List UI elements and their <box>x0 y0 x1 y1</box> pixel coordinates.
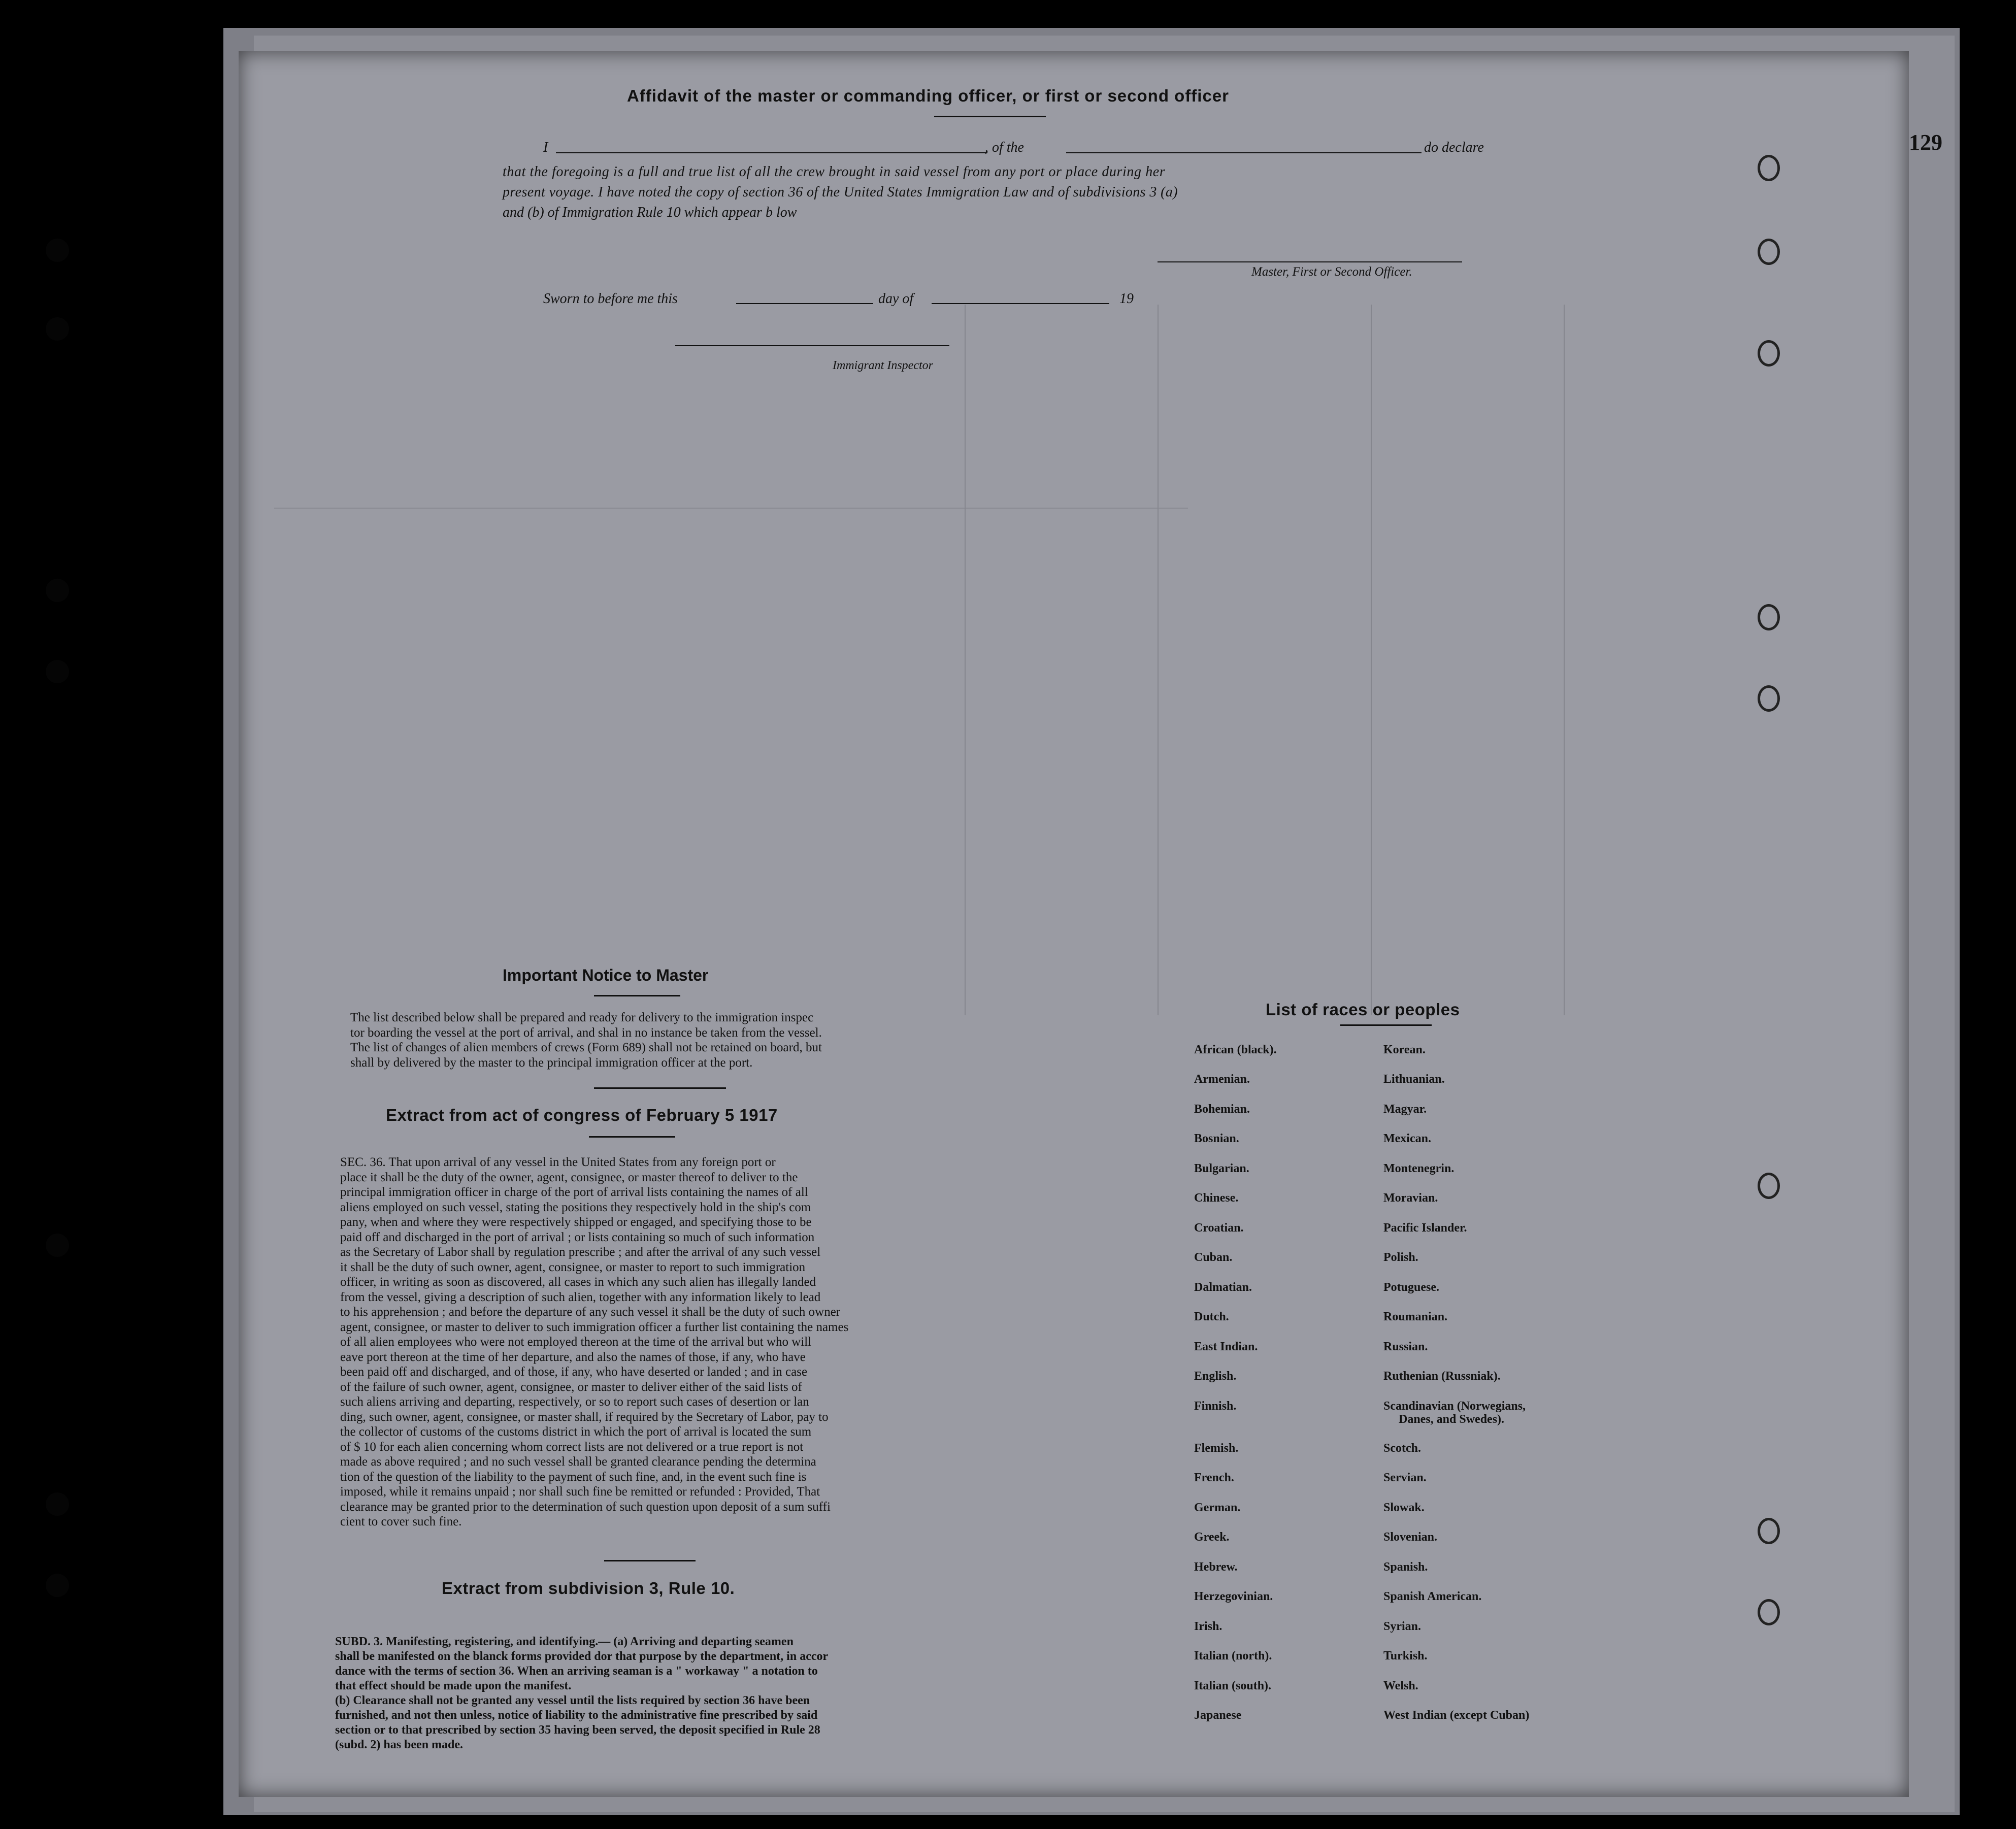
race-item: Mexican. <box>1383 1132 1431 1145</box>
act-line: the collector of customs of the customs district in which the port of arrival is located the sum <box>340 1425 812 1439</box>
divider <box>934 116 1046 117</box>
act-line: of all alien employees who were not employed thereon at the time of the arrival but who will <box>340 1335 812 1349</box>
act-line: officer, in writing as soon as discovered, all cases in which any such alien has illegally landed <box>340 1275 816 1289</box>
notice-line: The list of changes of alien members of crews (Form 689) shall not be retained on board, but <box>350 1041 822 1054</box>
race-item: Cuban. <box>1194 1251 1233 1264</box>
race-item: Polish. <box>1383 1251 1418 1264</box>
race-item: Pacific Islander. <box>1383 1221 1467 1235</box>
act-line: made as above required ; and no such vessel shall be granted clearance pending the determina <box>340 1455 816 1469</box>
act-line: aliens employed on such vessel, stating the positions they respectively hold in the ship's com <box>340 1200 811 1214</box>
race-item: Potuguese. <box>1383 1281 1439 1294</box>
act-line: eave port thereon at the time of her departure, and also the names of those, if any, who have <box>340 1350 806 1364</box>
affidavit-line3: present voyage. I have noted the copy of section 36 of the United States Immigration Law and of subdivisions 3 (a) <box>503 184 1178 200</box>
rule-line: that effect should be made upon the manifest. <box>335 1679 572 1692</box>
race-item: Croatian. <box>1194 1221 1244 1235</box>
affidavit-line4: and (b) of Immigration Rule 10 which appear b low <box>503 205 797 220</box>
notice-heading: Important Notice to Master <box>503 966 709 984</box>
race-item: Moravian. <box>1383 1191 1438 1205</box>
divider <box>604 1560 696 1561</box>
act-line: place it shall be the duty of the owner, agent, consignee, or master thereof to deliver to the <box>340 1170 798 1184</box>
race-item: Welsh. <box>1383 1679 1418 1692</box>
act-line: from the vessel, giving a description of such alien, together with any information likely to lead <box>340 1290 821 1304</box>
act-line: tion of the question of the liability to the payment of such fine, and, in the event such fine is <box>340 1470 807 1484</box>
notice-line: tor boarding the vessel at the port of arrival, and shal in no instance be taken from the vessel. <box>350 1025 822 1040</box>
race-item: Irish. <box>1194 1620 1222 1633</box>
race-item: Ruthenian (Russniak). <box>1383 1370 1501 1383</box>
signature-line <box>1158 261 1462 262</box>
race-item: Lithuanian. <box>1383 1073 1445 1086</box>
race-item: Finnish. <box>1194 1400 1237 1413</box>
blank-line <box>932 303 1109 304</box>
race-item: Dutch. <box>1194 1310 1229 1323</box>
act-line: pany, when and where they were respectively shipped or engaged, and specifying those to be <box>340 1215 812 1229</box>
race-item: Russian. <box>1383 1340 1428 1353</box>
rule-line: dance with the terms of section 36. When an arriving seaman is a " workaway " a notation to <box>335 1665 818 1678</box>
act-line: paid off and discharged in the port of arrival ; or lists containing so much of such information <box>340 1230 815 1244</box>
race-item: Japanese <box>1194 1709 1242 1722</box>
race-item: Roumanian. <box>1383 1310 1448 1323</box>
rule-line: SUBD. 3. Manifesting, registering, and identifying.— (a) Arriving and departing seamen <box>335 1635 794 1648</box>
race-item: French. <box>1194 1471 1234 1484</box>
rule-line: section or to that prescribed by section 35 having been served, the deposit specified in Rule 28 <box>335 1723 820 1737</box>
signature-caption: Master, First or Second Officer. <box>1251 265 1412 279</box>
sworn-text: Sworn to before me this <box>543 291 678 307</box>
divider <box>1340 1024 1432 1026</box>
affidavit-line1-i: I <box>543 140 548 155</box>
rule-line: furnished, and not then unless, notice of liability to the administrative fine prescribed by said <box>335 1709 818 1722</box>
notice-line: shall by delivered by the master to the principal immigration officer at the port. <box>350 1055 753 1070</box>
race-item: Scandinavian (Norwegians, <box>1383 1400 1526 1413</box>
affidavit-line1-of: , of the <box>985 140 1024 155</box>
blank-line <box>1066 152 1422 153</box>
blank-line <box>556 152 987 153</box>
rule-line: (subd. 2) has been made. <box>335 1738 464 1751</box>
race-item: Italian (north). <box>1194 1649 1272 1662</box>
act-line: ding, such owner, agent, consignee, or master shall, if required by the Secretary of Labor, pay to <box>340 1410 829 1424</box>
race-item: Hebrew. <box>1194 1560 1238 1574</box>
affidavit-heading: Affidavit of the master or commanding officer, or first or second officer <box>627 86 1230 105</box>
race-item: Bohemian. <box>1194 1103 1250 1116</box>
inspector-line <box>675 345 949 346</box>
race-item: Danes, and Swedes). <box>1399 1413 1505 1426</box>
blank-line <box>736 303 873 304</box>
race-item: Dalmatian. <box>1194 1281 1252 1294</box>
race-item: Magyar. <box>1383 1103 1427 1116</box>
act-line: such aliens arriving and departing, respectively, or so to report such cases of desertion or lan <box>340 1395 809 1409</box>
race-item: Spanish American. <box>1383 1590 1482 1603</box>
races-heading: List of races or peoples <box>1266 1000 1460 1019</box>
act-line: it shall be the duty of such owner, agent, consignee, or master to report to such immigration <box>340 1260 806 1274</box>
rule-body <box>335 1635 921 1752</box>
rule-line: shall be manifested on the blanck forms provided dor that purpose by the department, in accor <box>335 1650 829 1663</box>
notice-line: The list described below shall be prepared and ready for delivery to the immigration inspec <box>350 1011 814 1024</box>
act-line: agent, consignee, or master to deliver to such immigration officer a further list containing the names <box>340 1320 849 1334</box>
divider <box>594 995 680 996</box>
act-line: imposed, while it remains unpaid ; nor shall such fine be remitted or refunded : Provided, That <box>340 1485 820 1499</box>
race-item: Korean. <box>1383 1043 1426 1056</box>
race-item: Syrian. <box>1383 1620 1422 1633</box>
race-item: East Indian. <box>1194 1340 1258 1353</box>
act-line: as the Secretary of Labor shall by regulation prescribe ; and after the arrival of any such vessel <box>340 1245 821 1259</box>
sworn-day-of: day of <box>878 291 914 307</box>
notice-body <box>350 1010 924 1070</box>
divider <box>594 1087 726 1089</box>
race-item: African (black). <box>1194 1043 1277 1056</box>
sworn-year: 19 <box>1119 291 1134 307</box>
act-line: to his apprehension ; and before the departure of any such vessel it shall be the duty of such owner <box>340 1305 841 1319</box>
race-item: West Indian (except Cuban) <box>1383 1709 1530 1722</box>
race-item: Flemish. <box>1194 1442 1239 1455</box>
race-item: Bosnian. <box>1194 1132 1239 1145</box>
race-item: Montenegrin. <box>1383 1162 1455 1175</box>
act-line: clearance may be granted prior to the determination of such question upon deposit of a sum suffi <box>340 1500 831 1514</box>
affidavit-line1-declare: do declare <box>1424 140 1484 155</box>
rule-line: (b) Clearance shall not be granted any vessel until the lists required by section 36 have been <box>335 1694 810 1707</box>
race-item: Bulgarian. <box>1194 1162 1249 1175</box>
race-item: Slovenian. <box>1383 1531 1438 1544</box>
race-item: Armenian. <box>1194 1073 1250 1086</box>
act-line: of $ 10 for each alien concerning whom correct lists are not delivered or a true report is not <box>340 1440 804 1454</box>
race-item: Servian. <box>1383 1471 1427 1484</box>
rule-heading: Extract from subdivision 3, Rule 10. <box>442 1579 735 1598</box>
race-item: Scotch. <box>1383 1442 1421 1455</box>
race-item: English. <box>1194 1370 1237 1383</box>
act-heading: Extract from act of congress of February 5 1917 <box>386 1106 778 1124</box>
act-line: of the failure of such owner, agent, consignee, or master to deliver either of the said lists of <box>340 1380 802 1394</box>
race-item: Chinese. <box>1194 1191 1239 1205</box>
divider <box>589 1136 675 1138</box>
act-line: been paid off and discharged, and of those, if any, who have deserted or landed ; and in case <box>340 1365 808 1379</box>
race-item: Turkish. <box>1383 1649 1428 1662</box>
inspector-caption: Immigrant Inspector <box>833 359 933 372</box>
act-body <box>340 1155 921 1529</box>
race-item: Italian (south). <box>1194 1679 1272 1692</box>
race-item: Spanish. <box>1383 1560 1428 1574</box>
act-line: cient to cover such fine. <box>340 1515 462 1528</box>
act-line: principal immigration officer in charge of the port of arrival lists containing the names of all <box>340 1185 808 1199</box>
race-item: Slowak. <box>1383 1501 1425 1514</box>
act-line: SEC. 36. That upon arrival of any vessel in the United States from any foreign port or <box>340 1155 776 1169</box>
race-item: German. <box>1194 1501 1241 1514</box>
affidavit-line2: that the foregoing is a full and true list of all the crew brought in said vessel from any port or place during her <box>503 164 1166 180</box>
race-item: Herzegovinian. <box>1194 1590 1273 1603</box>
race-item: Greek. <box>1194 1531 1230 1544</box>
page-number: 129 <box>1909 130 1942 155</box>
